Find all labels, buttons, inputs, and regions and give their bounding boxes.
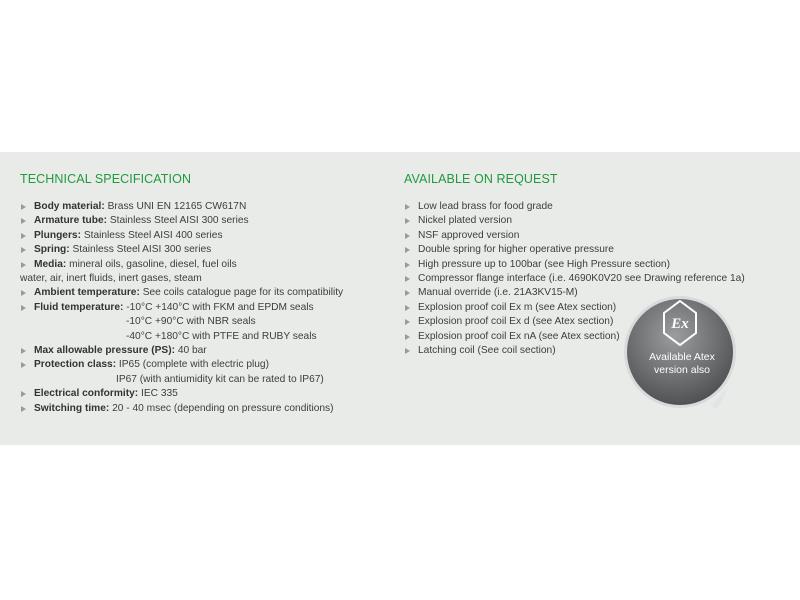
spec-item-spring: Spring: Stainless Steel AISI 300 series [20,243,390,257]
spec-item-protection-class: Protection class: IP65 (complete with electric plug) [20,358,390,372]
request-item: Latching coil (See coil section) [404,344,774,358]
request-item: Explosion proof coil Ex d (see Atex section) [404,315,774,329]
bullet-icon [405,348,410,354]
bullet-icon [21,290,26,296]
spec-item-body-material: Body material: Brass UNI EN 12165 CW617N [20,200,390,214]
spec-item-ambient-temperature: Ambient temperature: See coils catalogue page for its compatibility [20,286,390,300]
spec-item-armature-tube: Armature tube: Stainless Steel AISI 300 series [20,214,390,228]
atex-badge-line1: Available Atex [649,351,715,363]
bullet-icon [21,362,26,368]
bullet-icon [405,233,410,239]
bullet-icon [21,305,26,311]
spec-item-max-pressure: Max allowable pressure (PS): 40 bar [20,344,390,358]
bullet-icon [21,262,26,268]
bullet-icon [405,319,410,325]
atex-badge-line2: version also [653,363,711,376]
bullet-icon [21,406,26,412]
spec-item-protection-class-ip67: IP67 (with antiumidity kit can be rated to IP67) [116,373,324,385]
bullet-icon [405,247,410,253]
available-on-request-heading: AVAILABLE ON REQUEST [404,172,558,186]
spec-item-fluid-temperature: Fluid temperature: -10°C +140°C with FKM and EPDM seals [20,301,390,315]
request-item: Explosion proof coil Ex m (see Atex section) [404,301,774,315]
bullet-icon [405,204,410,210]
technical-specification-heading: TECHNICAL SPECIFICATION [20,172,192,186]
spec-item-fluid-temperature-nbr: -10°C +90°C with NBR seals [126,316,256,328]
bullet-icon [405,305,410,311]
bullet-icon [405,290,410,296]
bullet-icon [405,218,410,224]
specification-panel [0,152,800,445]
request-item: High pressure up to 100bar (see High Pressure section) [404,258,774,272]
request-item: Manual override (i.e. 21A3KV15-M) [404,286,774,300]
request-item: NSF approved version [404,229,774,243]
technical-specification-list [20,200,390,416]
spec-item-plungers: Plungers: Stainless Steel AISI 400 series [20,229,390,243]
technical-specification-section [20,172,390,416]
request-item: Compressor flange interface (i.e. 4690K0V20 see Drawing reference 1a) [404,272,774,286]
bullet-icon [21,391,26,397]
request-item: Low lead brass for food grade [404,200,774,214]
spec-item-media: Media: mineral oils, gasoline, diesel, fuel oils [20,258,390,272]
spec-item-switching-time: Switching time: 20 - 40 msec (depending on pressure conditions) [20,402,390,416]
bullet-icon [21,348,26,354]
bullet-icon [21,247,26,253]
request-item: Explosion proof coil Ex nA (see Atex section) [404,330,774,344]
request-item: Nickel plated version [404,214,774,228]
spec-item-media-continued: water, air, inert fluids, inert gases, steam [20,273,202,285]
bullet-icon [21,218,26,224]
request-item: Double spring for higher operative pressure [404,243,774,257]
bullet-icon [405,334,410,340]
bullet-icon [405,276,410,282]
atex-badge-text [620,351,744,376]
atex-badge [620,291,744,415]
bullet-icon [405,262,410,268]
bullet-icon [21,204,26,210]
bullet-icon [21,233,26,239]
spec-item-fluid-temperature-ptfe: -40°C +180°C with PTFE and RUBY seals [126,330,317,342]
spec-item-electrical-conformity: Electrical conformity: IEC 335 [20,387,390,401]
atex-ex-symbol: Ex [671,316,689,332]
